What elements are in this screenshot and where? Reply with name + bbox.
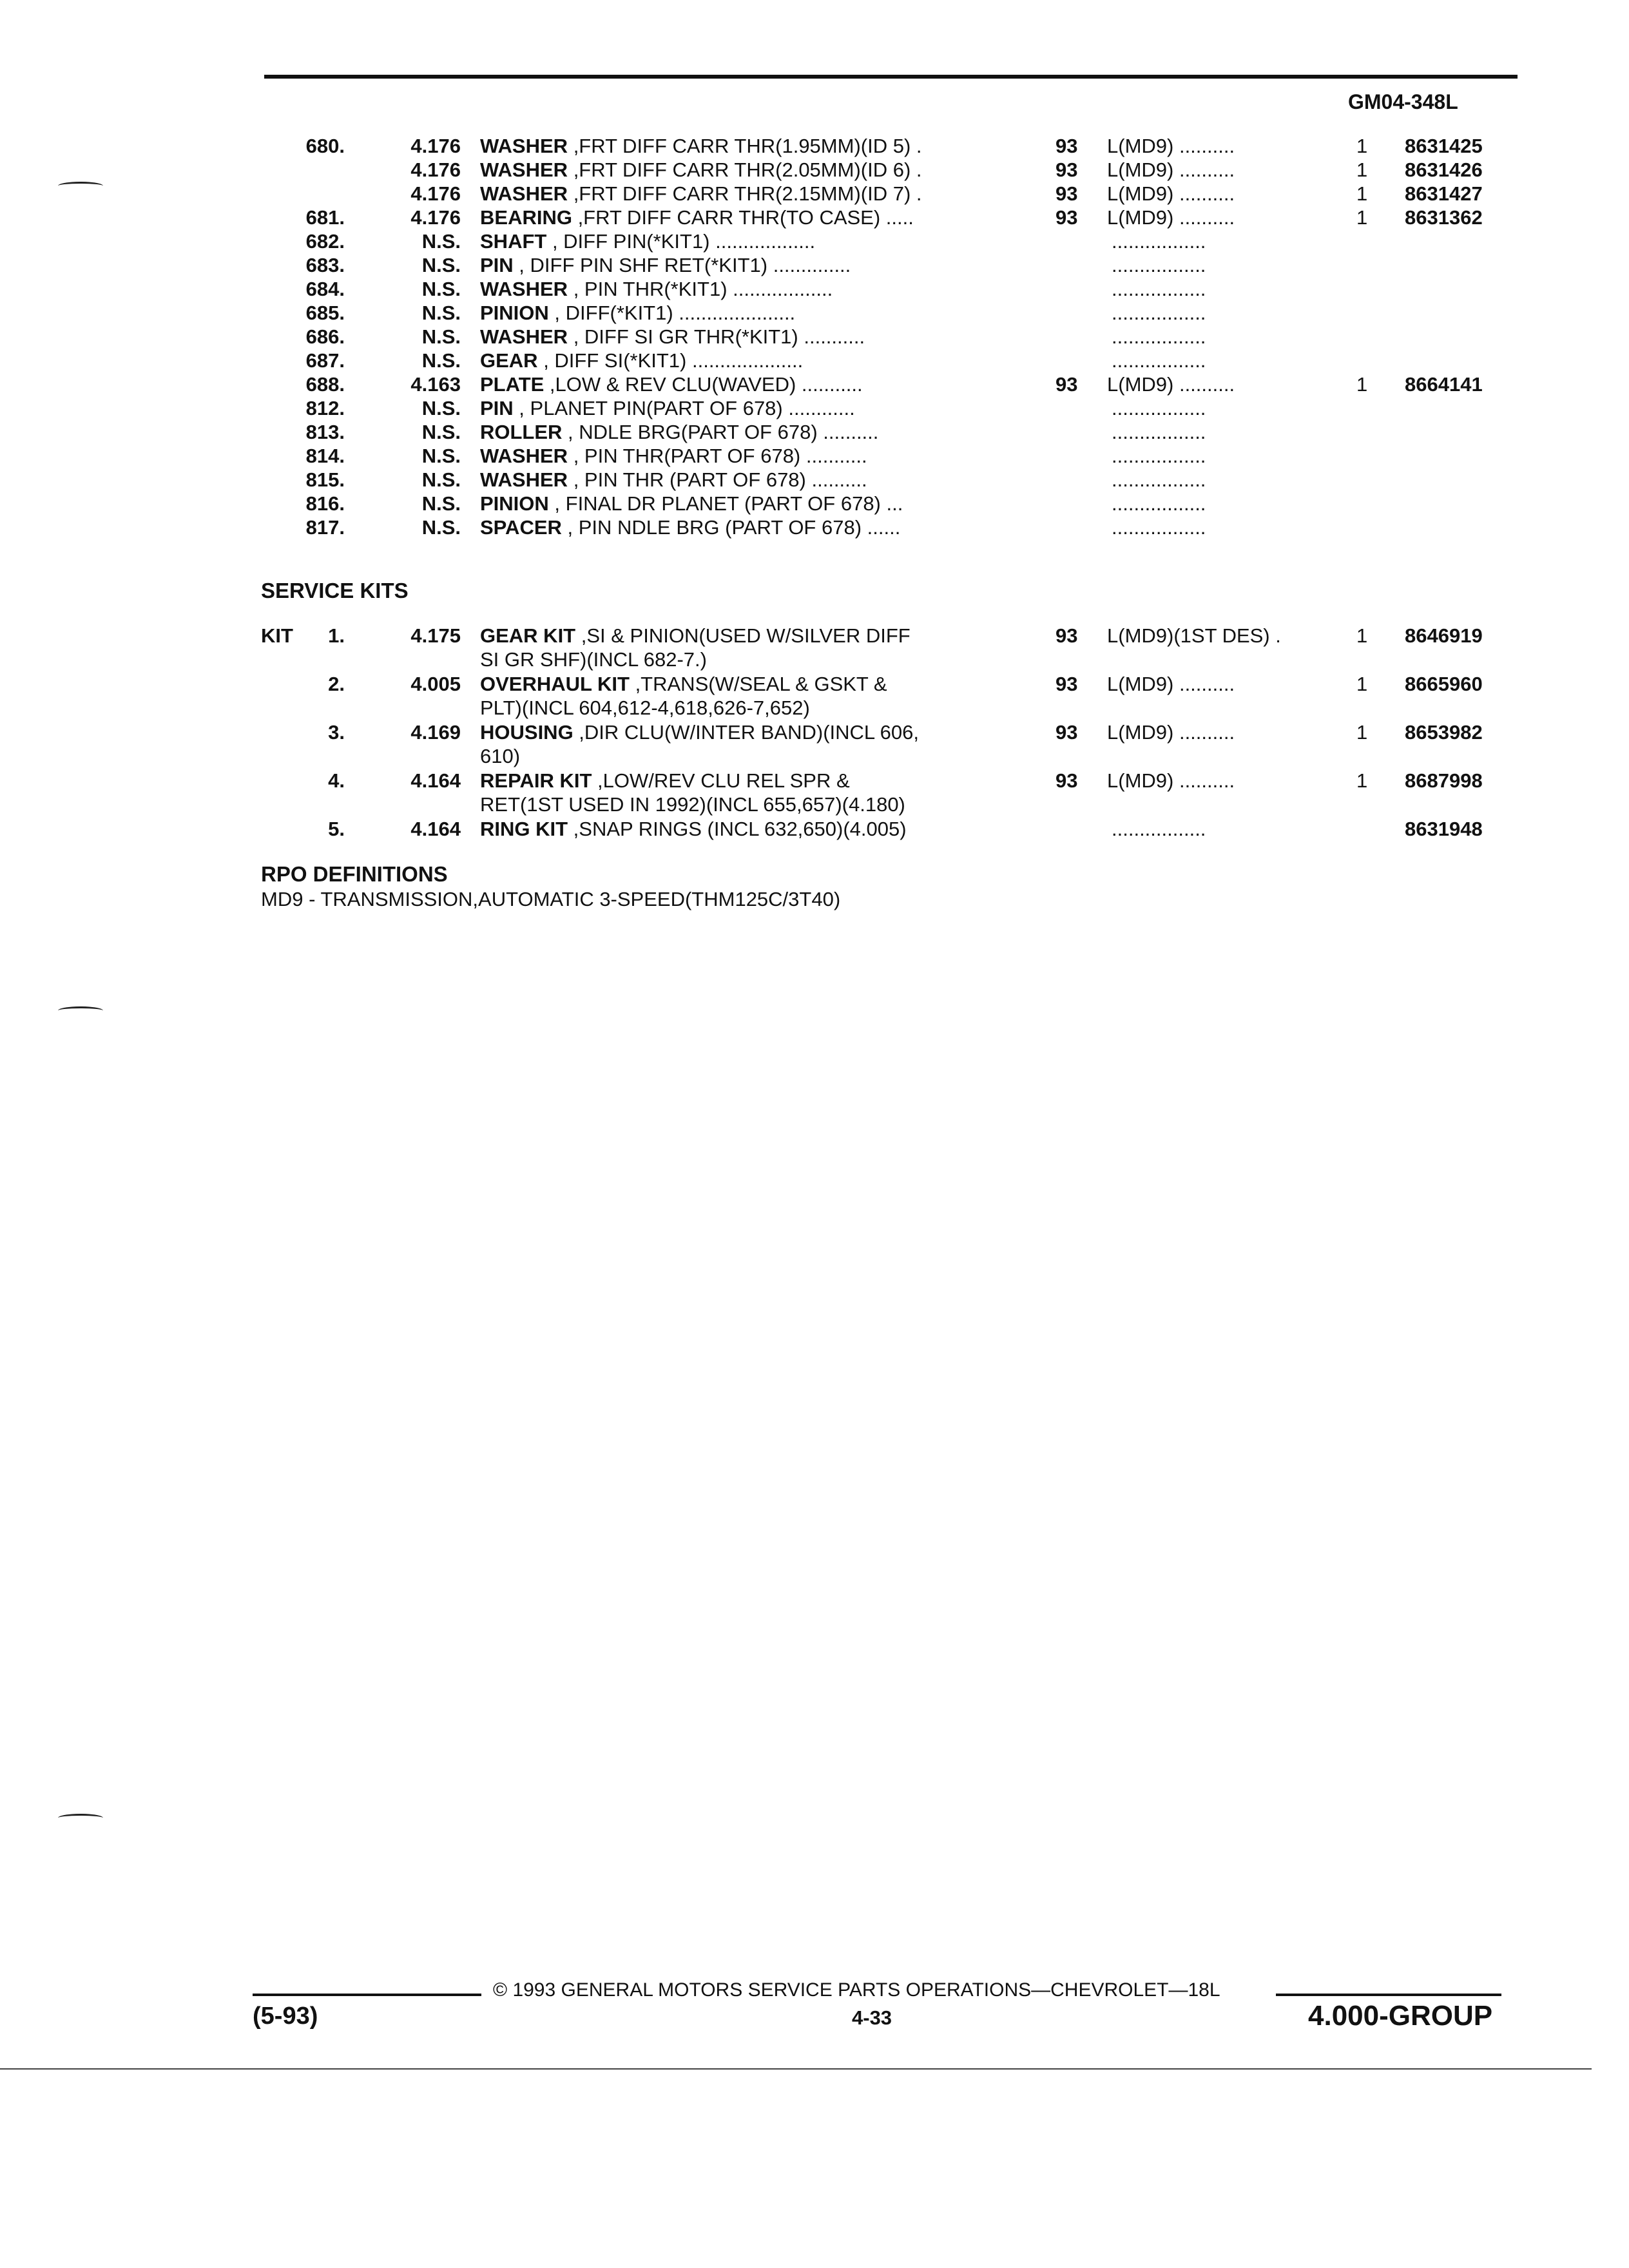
margin-mark bbox=[58, 1814, 103, 1822]
top-rule bbox=[264, 75, 1518, 79]
kit-description-continued: RET(1ST USED IN 1992)(INCL 655,657)(4.180) bbox=[480, 793, 905, 816]
item-number: 687. bbox=[305, 349, 345, 372]
kit-label: KIT bbox=[261, 624, 293, 647]
part-description: WASHER , PIN THR(PART OF 678) ........... bbox=[480, 445, 867, 467]
ref-number: N.S. bbox=[421, 421, 461, 443]
ref-number: 4.005 bbox=[410, 673, 461, 695]
application: ................. bbox=[1112, 421, 1206, 443]
item-number: 686. bbox=[305, 325, 345, 348]
footer-rule-right bbox=[1276, 1994, 1501, 1996]
part-number: 8665960 bbox=[1405, 673, 1483, 695]
item-number: 816. bbox=[305, 492, 345, 515]
kit-row bbox=[0, 769, 1629, 793]
part-description: WASHER , DIFF SI GR THR(*KIT1) ........... bbox=[480, 325, 865, 348]
part-name: GEAR bbox=[480, 349, 538, 372]
part-description: SHAFT , DIFF PIN(*KIT1) .................. bbox=[480, 230, 816, 253]
ref-number: 4.175 bbox=[410, 624, 461, 647]
parts-row bbox=[0, 277, 1629, 302]
ref-number: 4.164 bbox=[410, 769, 461, 792]
model-year: 93 bbox=[1055, 135, 1078, 157]
quantity: 1 bbox=[1356, 673, 1368, 695]
parts-row bbox=[0, 492, 1629, 516]
part-name: WASHER bbox=[480, 159, 568, 181]
parts-row bbox=[0, 182, 1629, 206]
parts-row bbox=[0, 372, 1629, 397]
parts-row bbox=[0, 253, 1629, 278]
item-number: 812. bbox=[305, 397, 345, 419]
quantity: 1 bbox=[1356, 135, 1368, 157]
ref-number: N.S. bbox=[421, 302, 461, 324]
application: ................. bbox=[1112, 818, 1206, 840]
part-name: WASHER bbox=[480, 278, 568, 300]
application: L(MD9)(1ST DES) . bbox=[1107, 624, 1281, 647]
application: ................. bbox=[1112, 302, 1206, 324]
parts-row bbox=[0, 396, 1629, 421]
item-number: 680. bbox=[305, 135, 345, 157]
application: L(MD9) .......... bbox=[1107, 182, 1235, 205]
application: ................. bbox=[1112, 254, 1206, 276]
parts-row bbox=[0, 515, 1629, 540]
kit-number: 2. bbox=[328, 673, 345, 695]
kit-name: OVERHAUL KIT bbox=[480, 673, 630, 695]
part-name: BEARING bbox=[480, 206, 572, 229]
ref-number: N.S. bbox=[421, 349, 461, 372]
part-description: ROLLER , NDLE BRG(PART OF 678) .......... bbox=[480, 421, 879, 443]
kit-row bbox=[0, 624, 1629, 648]
application: L(MD9) .......... bbox=[1107, 373, 1235, 396]
service-kits-heading: SERVICE KITS bbox=[261, 579, 409, 602]
part-name: PINION bbox=[480, 492, 549, 515]
part-description: PINION , FINAL DR PLANET (PART OF 678) ... bbox=[480, 492, 903, 515]
part-description: WASHER , PIN THR(*KIT1) .................. bbox=[480, 278, 833, 300]
part-name: PINION bbox=[480, 302, 549, 324]
application: ................. bbox=[1112, 325, 1206, 348]
parts-row bbox=[0, 301, 1629, 325]
part-name: WASHER bbox=[480, 468, 568, 491]
margin-mark bbox=[58, 182, 103, 190]
part-description: PIN , DIFF PIN SHF RET(*KIT1) .............. bbox=[480, 254, 851, 276]
part-number: 8631427 bbox=[1405, 182, 1483, 205]
kit-row bbox=[0, 720, 1629, 745]
model-year: 93 bbox=[1055, 721, 1078, 744]
kit-name: REPAIR KIT bbox=[480, 769, 592, 792]
kit-description: GEAR KIT ,SI & PINION(USED W/SILVER DIFF bbox=[480, 624, 911, 647]
part-name: WASHER bbox=[480, 445, 568, 467]
ref-number: N.S. bbox=[421, 445, 461, 467]
ref-number: 4.169 bbox=[410, 721, 461, 744]
kit-name: HOUSING bbox=[480, 721, 574, 744]
item-number: 681. bbox=[305, 206, 345, 229]
parts-row bbox=[0, 349, 1629, 373]
quantity: 1 bbox=[1356, 721, 1368, 744]
quantity: 1 bbox=[1356, 206, 1368, 229]
kit-number: 3. bbox=[328, 721, 345, 744]
part-name: SHAFT bbox=[480, 230, 547, 253]
kit-description: OVERHAUL KIT ,TRANS(W/SEAL & GSKT & bbox=[480, 673, 887, 695]
part-name: PLATE bbox=[480, 373, 545, 396]
kit-number: 4. bbox=[328, 769, 345, 792]
ref-number: N.S. bbox=[421, 397, 461, 419]
application: L(MD9) .......... bbox=[1107, 135, 1235, 157]
part-number: 8631948 bbox=[1405, 818, 1483, 840]
application: L(MD9) .......... bbox=[1107, 206, 1235, 229]
part-description: PLATE ,LOW & REV CLU(WAVED) ........... bbox=[480, 373, 863, 396]
ref-number: 4.176 bbox=[410, 159, 461, 181]
quantity: 1 bbox=[1356, 373, 1368, 396]
application: ................. bbox=[1112, 492, 1206, 515]
part-name: SPACER bbox=[480, 516, 562, 539]
quantity: 1 bbox=[1356, 769, 1368, 792]
item-number: 682. bbox=[305, 230, 345, 253]
ref-number: N.S. bbox=[421, 278, 461, 300]
application: ................. bbox=[1112, 349, 1206, 372]
parts-row bbox=[0, 325, 1629, 349]
copyright-line: © 1993 GENERAL MOTORS SERVICE PARTS OPERATIONS—CHEVROLET—18L bbox=[493, 1979, 1220, 2001]
kit-row bbox=[0, 817, 1629, 841]
footer-rule-left bbox=[253, 1994, 481, 1996]
part-description: WASHER , PIN THR (PART OF 678) .......... bbox=[480, 468, 867, 491]
parts-row bbox=[0, 134, 1629, 159]
part-number: 8646919 bbox=[1405, 624, 1483, 647]
model-year: 93 bbox=[1055, 182, 1078, 205]
quantity: 1 bbox=[1356, 624, 1368, 647]
part-description: WASHER ,FRT DIFF CARR THR(1.95MM)(ID 5) . bbox=[480, 135, 922, 157]
part-name: PIN bbox=[480, 254, 514, 276]
ref-number: N.S. bbox=[421, 492, 461, 515]
kit-row bbox=[0, 672, 1629, 697]
item-number: 683. bbox=[305, 254, 345, 276]
date-code: (5-93) bbox=[253, 2003, 318, 2030]
bottom-rule bbox=[0, 2068, 1592, 2070]
quantity: 1 bbox=[1356, 159, 1368, 181]
application: ................. bbox=[1112, 397, 1206, 419]
part-number: 8631426 bbox=[1405, 159, 1483, 181]
margin-mark bbox=[58, 1006, 103, 1015]
part-description: SPACER , PIN NDLE BRG (PART OF 678) ...... bbox=[480, 516, 901, 539]
model-year: 93 bbox=[1055, 769, 1078, 792]
model-year: 93 bbox=[1055, 624, 1078, 647]
application: L(MD9) .......... bbox=[1107, 721, 1235, 744]
part-name: ROLLER bbox=[480, 421, 563, 443]
ref-number: N.S. bbox=[421, 230, 461, 253]
application: ................. bbox=[1112, 278, 1206, 300]
parts-row bbox=[0, 206, 1629, 230]
application: L(MD9) .......... bbox=[1107, 769, 1235, 792]
kit-description-continued: PLT)(INCL 604,612-4,618,626-7,652) bbox=[480, 697, 810, 719]
part-number: 8664141 bbox=[1405, 373, 1483, 396]
application: ................. bbox=[1112, 516, 1206, 539]
kit-description-continued: 610) bbox=[480, 745, 521, 767]
group-label: 4.000-GROUP bbox=[1308, 2000, 1493, 2032]
part-description: WASHER ,FRT DIFF CARR THR(2.15MM)(ID 7) . bbox=[480, 182, 922, 205]
part-name: WASHER bbox=[480, 325, 568, 348]
model-year: 93 bbox=[1055, 673, 1078, 695]
parts-row bbox=[0, 229, 1629, 254]
part-description: PINION , DIFF(*KIT1) ..................... bbox=[480, 302, 796, 324]
item-number: 685. bbox=[305, 302, 345, 324]
part-number: 8687998 bbox=[1405, 769, 1483, 792]
part-description: GEAR , DIFF SI(*KIT1) .................... bbox=[480, 349, 804, 372]
kit-description: REPAIR KIT ,LOW/REV CLU REL SPR & bbox=[480, 769, 850, 792]
ref-number: N.S. bbox=[421, 254, 461, 276]
item-number: 815. bbox=[305, 468, 345, 491]
model-year: 93 bbox=[1055, 206, 1078, 229]
part-description: WASHER ,FRT DIFF CARR THR(2.05MM)(ID 6) . bbox=[480, 159, 922, 181]
kit-description-continued: SI GR SHF)(INCL 682-7.) bbox=[480, 648, 707, 671]
parts-row bbox=[0, 468, 1629, 492]
application: L(MD9) .......... bbox=[1107, 673, 1235, 695]
ref-number: 4.176 bbox=[410, 135, 461, 157]
item-number: 814. bbox=[305, 445, 345, 467]
quantity: 1 bbox=[1356, 182, 1368, 205]
part-number: 8653982 bbox=[1405, 721, 1483, 744]
application: ................. bbox=[1112, 230, 1206, 253]
part-name: PIN bbox=[480, 397, 514, 419]
model-year: 93 bbox=[1055, 373, 1078, 396]
doc-code: GM04-348L bbox=[1348, 90, 1458, 113]
part-name: WASHER bbox=[480, 135, 568, 157]
kit-description: RING KIT ,SNAP RINGS (INCL 632,650)(4.005) bbox=[480, 818, 907, 840]
parts-row bbox=[0, 158, 1629, 182]
rpo-definition: MD9 - TRANSMISSION,AUTOMATIC 3-SPEED(THM125C/3T40) bbox=[261, 888, 841, 910]
page-number: 4-33 bbox=[852, 2006, 892, 2029]
model-year: 93 bbox=[1055, 159, 1078, 181]
application: L(MD9) .......... bbox=[1107, 159, 1235, 181]
part-name: WASHER bbox=[480, 182, 568, 205]
item-number: 813. bbox=[305, 421, 345, 443]
kit-number: 1. bbox=[328, 624, 345, 647]
application: ................. bbox=[1112, 445, 1206, 467]
item-number: 688. bbox=[305, 373, 345, 396]
ref-number: N.S. bbox=[421, 325, 461, 348]
kit-name: RING KIT bbox=[480, 818, 568, 840]
parts-row bbox=[0, 444, 1629, 468]
part-number: 8631362 bbox=[1405, 206, 1483, 229]
item-number: 817. bbox=[305, 516, 345, 539]
item-number: 684. bbox=[305, 278, 345, 300]
kit-name: GEAR KIT bbox=[480, 624, 576, 647]
rpo-heading: RPO DEFINITIONS bbox=[261, 862, 448, 886]
ref-number: 4.164 bbox=[410, 818, 461, 840]
ref-number: 4.176 bbox=[410, 182, 461, 205]
part-description: BEARING ,FRT DIFF CARR THR(TO CASE) ..... bbox=[480, 206, 914, 229]
kit-number: 5. bbox=[328, 818, 345, 840]
ref-number: N.S. bbox=[421, 516, 461, 539]
application: ................. bbox=[1112, 468, 1206, 491]
kit-description: HOUSING ,DIR CLU(W/INTER BAND)(INCL 606, bbox=[480, 721, 919, 744]
parts-row bbox=[0, 420, 1629, 445]
ref-number: 4.163 bbox=[410, 373, 461, 396]
ref-number: N.S. bbox=[421, 468, 461, 491]
part-number: 8631425 bbox=[1405, 135, 1483, 157]
part-description: PIN , PLANET PIN(PART OF 678) ............ bbox=[480, 397, 855, 419]
ref-number: 4.176 bbox=[410, 206, 461, 229]
